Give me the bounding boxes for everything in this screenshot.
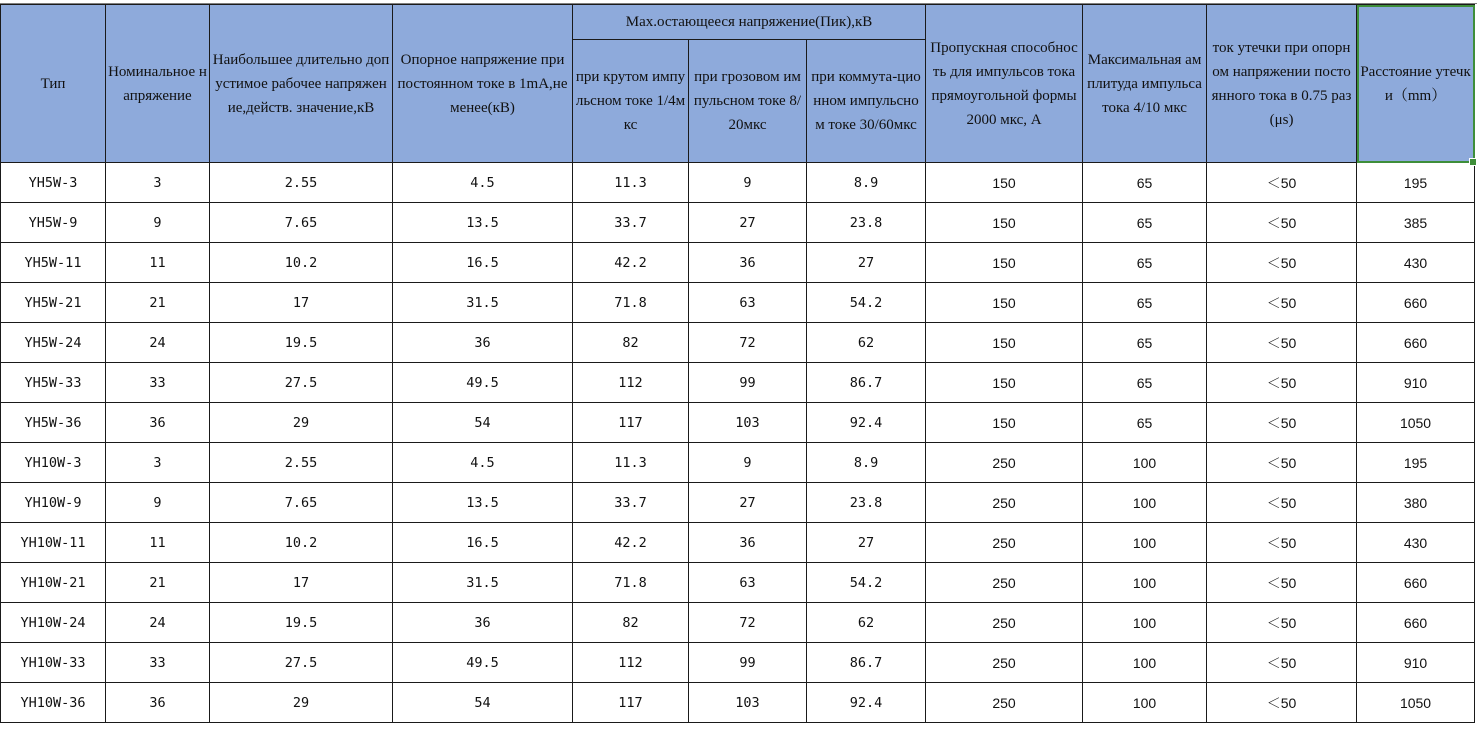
cell-rectangular-capacity[interactable]: 150 [926,363,1083,403]
cell-max-amplitude[interactable]: 100 [1083,603,1207,643]
table-row [1,603,1475,643]
cell-reference-voltage[interactable]: 13.5 [393,483,573,523]
table-row [1,363,1475,403]
cell-residual-switching[interactable]: 23.8 [807,483,926,523]
cell-nominal-voltage[interactable]: 24 [106,603,210,643]
table-row [1,563,1475,603]
cell-residual-steep[interactable]: 11.3 [573,443,689,483]
cell-max-amplitude[interactable]: 100 [1083,523,1207,563]
cell-max-continuous-voltage[interactable]: 2.55 [210,163,393,203]
cell-nominal-voltage[interactable]: 21 [106,563,210,603]
cell-residual-lightning[interactable]: 103 [689,683,807,723]
cell-nominal-voltage[interactable]: 36 [106,403,210,443]
cell-residual-steep[interactable]: 112 [573,643,689,683]
cell-residual-lightning[interactable]: 72 [689,603,807,643]
cell-nominal-voltage[interactable]: 3 [106,163,210,203]
cell-creepage-distance[interactable]: 1050 [1357,683,1475,723]
cell-max-continuous-voltage[interactable]: 27.5 [210,643,393,683]
cell-residual-switching[interactable]: 27 [807,523,926,563]
cell-rectangular-capacity[interactable]: 150 [926,283,1083,323]
cell-max-continuous-voltage[interactable]: 10.2 [210,523,393,563]
cell-leakage-current[interactable]: ＜50 [1207,523,1357,563]
cell-max-amplitude[interactable]: 65 [1083,323,1207,363]
cell-residual-switching[interactable]: 54.2 [807,283,926,323]
cell-leakage-current[interactable]: ＜50 [1207,323,1357,363]
cell-reference-voltage[interactable]: 4.5 [393,163,573,203]
cell-leakage-current[interactable]: ＜50 [1207,483,1357,523]
cell-residual-switching[interactable]: 86.7 [807,643,926,683]
cell-residual-switching[interactable]: 27 [807,243,926,283]
cell-creepage-distance[interactable]: 910 [1357,363,1475,403]
cell-max-continuous-voltage[interactable]: 2.55 [210,443,393,483]
cell-rectangular-capacity[interactable]: 150 [926,243,1083,283]
cell-reference-voltage[interactable]: 16.5 [393,243,573,283]
cell-type[interactable]: YH5W-9 [1,203,106,243]
cell-max-continuous-voltage[interactable]: 17 [210,283,393,323]
cell-residual-lightning[interactable]: 99 [689,363,807,403]
cell-type[interactable]: YH10W-33 [1,643,106,683]
cell-creepage-distance[interactable]: 385 [1357,203,1475,243]
cell-residual-switching[interactable]: 8.9 [807,443,926,483]
cell-nominal-voltage[interactable]: 24 [106,323,210,363]
table-row [1,203,1475,243]
cell-residual-steep[interactable]: 117 [573,683,689,723]
cell-rectangular-capacity[interactable]: 250 [926,683,1083,723]
cell-residual-steep[interactable]: 33.7 [573,483,689,523]
table-row [1,643,1475,683]
cell-max-continuous-voltage[interactable]: 19.5 [210,323,393,363]
cell-leakage-current[interactable]: ＜50 [1207,683,1357,723]
cell-max-amplitude[interactable]: 100 [1083,643,1207,683]
cell-residual-switching[interactable]: 54.2 [807,563,926,603]
cell-type[interactable]: YH5W-33 [1,363,106,403]
cell-max-amplitude[interactable]: 65 [1083,403,1207,443]
cell-reference-voltage[interactable]: 13.5 [393,203,573,243]
cell-max-continuous-voltage[interactable]: 19.5 [210,603,393,643]
cell-leakage-current[interactable]: ＜50 [1207,643,1357,683]
cell-max-continuous-voltage[interactable]: 29 [210,683,393,723]
cell-nominal-voltage[interactable]: 11 [106,243,210,283]
table-row [1,243,1475,283]
cell-residual-switching[interactable]: 92.4 [807,403,926,443]
cell-type[interactable]: YH10W-24 [1,603,106,643]
cell-residual-steep[interactable]: 112 [573,363,689,403]
cell-residual-lightning[interactable]: 27 [689,203,807,243]
cell-reference-voltage[interactable]: 54 [393,403,573,443]
header-rectangular-capacity[interactable]: Пропускная способность для импульсов тока прямоугольной формы 2000 мкс, А [926,5,1083,163]
cell-residual-steep[interactable]: 11.3 [573,163,689,203]
cell-residual-lightning[interactable]: 27 [689,483,807,523]
cell-residual-steep[interactable]: 33.7 [573,203,689,243]
cell-max-continuous-voltage[interactable]: 7.65 [210,203,393,243]
cell-reference-voltage[interactable]: 31.5 [393,283,573,323]
header-creepage-distance[interactable]: Расстояние утечки（mm） [1357,5,1475,163]
cell-creepage-distance[interactable]: 660 [1357,283,1475,323]
cell-creepage-distance[interactable]: 195 [1357,443,1475,483]
cell-creepage-distance[interactable]: 910 [1357,643,1475,683]
cell-residual-steep[interactable]: 82 [573,603,689,643]
cell-max-amplitude[interactable]: 100 [1083,563,1207,603]
cell-residual-switching[interactable]: 92.4 [807,683,926,723]
cell-reference-voltage[interactable]: 36 [393,603,573,643]
cell-nominal-voltage[interactable]: 9 [106,483,210,523]
cell-reference-voltage[interactable]: 49.5 [393,643,573,683]
table-row [1,283,1475,323]
cell-rectangular-capacity[interactable]: 250 [926,563,1083,603]
cell-rectangular-capacity[interactable]: 150 [926,323,1083,363]
table-row [1,323,1475,363]
cell-creepage-distance[interactable]: 660 [1357,563,1475,603]
cell-type[interactable]: YH5W-3 [1,163,106,203]
cell-max-amplitude[interactable]: 65 [1083,283,1207,323]
cell-leakage-current[interactable]: ＜50 [1207,563,1357,603]
cell-type[interactable]: YH10W-9 [1,483,106,523]
table-body [1,163,1475,723]
cell-reference-voltage[interactable]: 49.5 [393,363,573,403]
cell-nominal-voltage[interactable]: 36 [106,683,210,723]
cell-residual-switching[interactable]: 23.8 [807,203,926,243]
cell-residual-steep[interactable]: 71.8 [573,563,689,603]
cell-creepage-distance[interactable]: 660 [1357,603,1475,643]
cell-max-continuous-voltage[interactable]: 10.2 [210,243,393,283]
cell-residual-lightning[interactable]: 99 [689,643,807,683]
cell-leakage-current[interactable]: ＜50 [1207,283,1357,323]
cell-type[interactable]: YH5W-24 [1,323,106,363]
cell-max-amplitude[interactable]: 100 [1083,483,1207,523]
cell-leakage-current[interactable]: ＜50 [1207,163,1357,203]
cell-residual-steep[interactable]: 71.8 [573,283,689,323]
cell-type[interactable]: YH5W-36 [1,403,106,443]
cell-max-continuous-voltage[interactable]: 27.5 [210,363,393,403]
table-row [1,163,1475,203]
cell-max-amplitude[interactable]: 65 [1083,203,1207,243]
cell-max-amplitude[interactable]: 65 [1083,163,1207,203]
header-nominal-voltage[interactable]: Номинальное напряжение [106,5,210,163]
header-residual-voltage-group[interactable]: Max.остающееся напряжение(Пик),кВ [573,5,926,40]
cell-reference-voltage[interactable]: 16.5 [393,523,573,563]
cell-residual-steep[interactable]: 42.2 [573,523,689,563]
cell-residual-switching[interactable]: 86.7 [807,363,926,403]
header-max-continuous-voltage[interactable]: Наибольшее длительно допустимое рабочее напряжение,действ. значение,кВ [210,5,393,163]
cell-type[interactable]: YH5W-11 [1,243,106,283]
cell-rectangular-capacity[interactable]: 250 [926,443,1083,483]
cell-creepage-distance[interactable]: 430 [1357,243,1475,283]
selection-fill-handle[interactable] [1469,158,1477,166]
table-row [1,683,1475,723]
cell-creepage-distance[interactable]: 430 [1357,523,1475,563]
cell-leakage-current[interactable]: ＜50 [1207,403,1357,443]
cell-nominal-voltage[interactable]: 9 [106,203,210,243]
cell-creepage-distance[interactable]: 195 [1357,163,1475,203]
cell-rectangular-capacity[interactable]: 250 [926,483,1083,523]
cell-leakage-current[interactable]: ＜50 [1207,363,1357,403]
cell-creepage-distance[interactable]: 380 [1357,483,1475,523]
cell-nominal-voltage[interactable]: 11 [106,523,210,563]
table-row [1,443,1475,483]
cell-max-continuous-voltage[interactable]: 29 [210,403,393,443]
table-row [1,523,1475,563]
cell-residual-lightning[interactable]: 103 [689,403,807,443]
cell-type[interactable]: YH10W-11 [1,523,106,563]
cell-residual-steep[interactable]: 42.2 [573,243,689,283]
arrester-spec-table [0,4,1475,723]
cell-reference-voltage[interactable]: 36 [393,323,573,363]
header-residual-lightning[interactable]: при грозовом импульсном токе 8/20мкс [689,40,807,163]
cell-residual-switching[interactable]: 62 [807,603,926,643]
cell-residual-lightning[interactable]: 36 [689,243,807,283]
table-row [1,483,1475,523]
cell-rectangular-capacity[interactable]: 250 [926,523,1083,563]
cell-residual-lightning[interactable]: 63 [689,563,807,603]
cell-max-continuous-voltage[interactable]: 7.65 [210,483,393,523]
cell-residual-lightning[interactable]: 72 [689,323,807,363]
header-residual-steep[interactable]: при крутом импульсном токе 1/4мкс [573,40,689,163]
cell-residual-steep[interactable]: 82 [573,323,689,363]
cell-leakage-current[interactable]: ＜50 [1207,443,1357,483]
cell-max-amplitude[interactable]: 100 [1083,683,1207,723]
cell-rectangular-capacity[interactable]: 150 [926,403,1083,443]
header-reference-voltage[interactable]: Опорное напряжение при постоянном токе в 1mA,не менее(кВ) [393,5,573,163]
cell-leakage-current[interactable]: ＜50 [1207,203,1357,243]
cell-reference-voltage[interactable]: 4.5 [393,443,573,483]
cell-nominal-voltage[interactable]: 33 [106,643,210,683]
cell-type[interactable]: YH10W-3 [1,443,106,483]
cell-nominal-voltage[interactable]: 33 [106,363,210,403]
header-type[interactable]: Тип [1,5,106,163]
cell-max-continuous-voltage[interactable]: 17 [210,563,393,603]
cell-residual-lightning[interactable]: 63 [689,283,807,323]
cell-leakage-current[interactable]: ＜50 [1207,603,1357,643]
cell-leakage-current[interactable]: ＜50 [1207,243,1357,283]
cell-rectangular-capacity[interactable]: 250 [926,603,1083,643]
cell-reference-voltage[interactable]: 54 [393,683,573,723]
cell-max-amplitude[interactable]: 100 [1083,443,1207,483]
cell-creepage-distance[interactable]: 660 [1357,323,1475,363]
table-row [1,403,1475,443]
header-residual-switching[interactable]: при коммута-ционном импульсном токе 30/60мкс [807,40,926,163]
cell-residual-switching[interactable]: 62 [807,323,926,363]
cell-reference-voltage[interactable]: 31.5 [393,563,573,603]
cell-residual-lightning[interactable]: 9 [689,163,807,203]
cell-type[interactable]: YH10W-36 [1,683,106,723]
cell-max-amplitude[interactable]: 65 [1083,363,1207,403]
cell-residual-lightning[interactable]: 36 [689,523,807,563]
header-leakage-current[interactable]: ток утечки при опорном напряжении постоянного тока в 0.75 раз(μs) [1207,5,1357,163]
cell-residual-switching[interactable]: 8.9 [807,163,926,203]
cell-max-amplitude[interactable]: 65 [1083,243,1207,283]
cell-rectangular-capacity[interactable]: 150 [926,163,1083,203]
cell-rectangular-capacity[interactable]: 150 [926,203,1083,243]
cell-type[interactable]: YH10W-21 [1,563,106,603]
cell-rectangular-capacity[interactable]: 250 [926,643,1083,683]
cell-nominal-voltage[interactable]: 21 [106,283,210,323]
cell-nominal-voltage[interactable]: 3 [106,443,210,483]
header-max-amplitude[interactable]: Максимальная амплитуда импульса тока 4/10 мкс [1083,5,1207,163]
cell-residual-steep[interactable]: 117 [573,403,689,443]
cell-type[interactable]: YH5W-21 [1,283,106,323]
cell-creepage-distance[interactable]: 1050 [1357,403,1475,443]
cell-residual-lightning[interactable]: 9 [689,443,807,483]
